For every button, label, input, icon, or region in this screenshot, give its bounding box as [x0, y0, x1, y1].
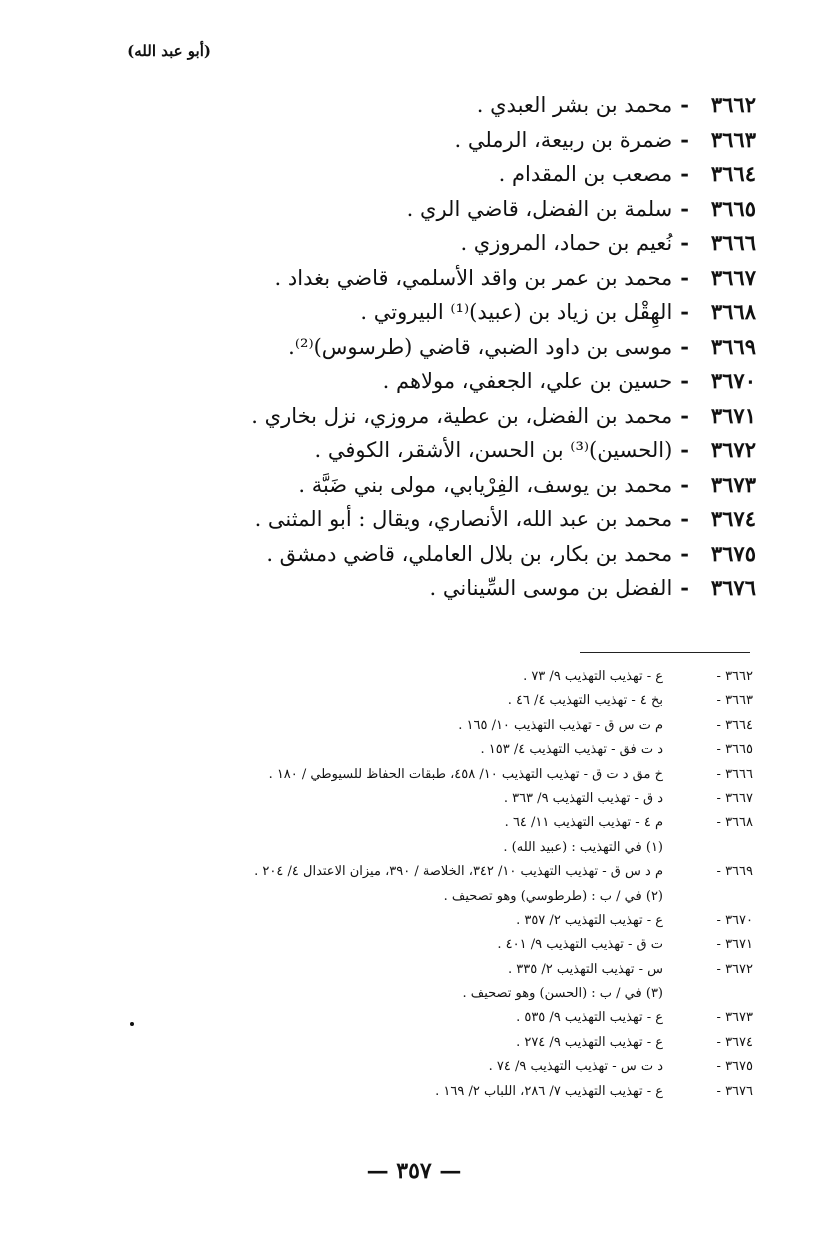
footnote-text: س - تهذيب التهذيب ٢/ ٣٣٥ .: [507, 961, 663, 977]
entry-item: [56, 571, 756, 606]
entry-list: [56, 88, 756, 606]
entry-item: [56, 88, 756, 123]
entry-dash: -: [680, 575, 689, 600]
footnote-item: [103, 763, 753, 787]
entry-dash: -: [680, 368, 689, 393]
footnote-number: ٣٦٦٢ -: [716, 669, 753, 684]
footnote-number: ٣٦٦٤ -: [716, 717, 753, 733]
entry-number: ٣٦٦٢: [710, 92, 756, 117]
footnote-text: ع - تهذيب التهذيب ٧/ ٢٨٦، اللباب ٢/ ١٦٩ .: [435, 1083, 663, 1099]
entry-item: [56, 468, 756, 503]
footnote-item: [103, 958, 753, 982]
entry-item: [56, 295, 756, 330]
entry-number: ٣٦٧٦: [710, 575, 756, 600]
entry-text: الهِقْل بن زياد بن (عبيد)⁽¹⁾ البيروتي .: [360, 300, 673, 324]
entry-text: (الحسين)⁽³⁾ بن الحسن، الأشقر، الكوفي .: [314, 438, 673, 462]
entry-text: موسى بن داود الضبي، قاضي (طرسوس)⁽²⁾.: [288, 334, 673, 359]
entry-text: نُعيم بن حماد، المروزي .: [460, 231, 673, 255]
entry-text: سلمة بن الفضل، قاضي الري .: [406, 196, 673, 221]
entry-number: ٣٦٧٤: [710, 506, 756, 531]
running-header: (أبو عبد الله): [127, 42, 211, 60]
entry-dash: -: [680, 230, 689, 255]
page-number: — ٣٥٧ —: [366, 1158, 462, 1184]
footnote-text: ع - تهذيب التهذيب ٩/ ٥٣٥ .: [516, 1010, 663, 1026]
footnote-remark: [103, 982, 753, 1006]
entry-number: ٣٦٧٣: [710, 471, 756, 497]
footnote-text: م ت س ق - تهذيب التهذيب ١٠/ ١٦٥ .: [458, 717, 663, 733]
entry-dash: -: [680, 92, 689, 117]
entry-number: ٣٦٦٦: [710, 230, 756, 255]
footnote-text: د ت فق - تهذيب التهذيب ٤/ ١٥٣ .: [480, 742, 663, 758]
footnote-number: ٣٦٦٧ -: [716, 790, 753, 806]
footnote-text: خ مق د ت ق - تهذيب التهذيب ١٠/ ٤٥٨، طبقات الحفاظ للسيوطي / ١٨٠ .: [268, 766, 663, 782]
footnote-remark: [103, 885, 753, 909]
entry-item: [56, 261, 756, 296]
footnote-separator: [580, 652, 750, 653]
footnote-remark: [103, 836, 753, 860]
footnote-item: [103, 665, 753, 689]
footnote-item: [103, 689, 753, 713]
footnote-list: [103, 665, 753, 1104]
entry-number: ٣٦٦٤: [710, 161, 756, 186]
entry-text: محمد بن بكار، بن بلال العاملي، قاضي دمشق .: [266, 541, 673, 566]
footnote-number: ٣٦٦٣ -: [716, 693, 753, 709]
footnote-text: بخ ٤ - تهذيب التهذيب ٤/ ٤٦ .: [507, 693, 663, 709]
footnote-text: (٢) في / ب : (طرطوسي) وهو تصحيف .: [443, 888, 663, 904]
entry-number: ٣٦٧٠: [710, 368, 756, 393]
entry-dash: -: [680, 333, 689, 359]
entry-dash: -: [680, 540, 689, 566]
entry-text: الفضل بن موسى السِّيناني .: [429, 576, 673, 600]
entry-dash: -: [680, 195, 689, 221]
entry-text: محمد بن عبد الله، الأنصاري، ويقال : أبو المثنى .: [254, 507, 673, 531]
footnote-text: د ق - تهذيب التهذيب ٩/ ٣٦٣ .: [503, 790, 663, 806]
footnote-number: ٣٦٧٣ -: [716, 1010, 753, 1026]
footnote-text: (٣) في / ب : (الحسن) وهو تصحيف .: [462, 986, 663, 1002]
entry-text: حسين بن علي، الجعفي، مولاهم .: [382, 369, 673, 393]
entry-dash: -: [680, 506, 689, 531]
entry-text: محمد بن عمر بن واقد الأسلمي، قاضي بغداد .: [274, 265, 673, 290]
footnote-number: ٣٦٧٦ -: [716, 1083, 753, 1099]
footnote-item: [103, 1055, 753, 1079]
footnote-item: [103, 860, 753, 884]
entry-item: [56, 433, 756, 468]
footnote-item: [103, 787, 753, 811]
entry-number: ٣٦٧٢: [710, 437, 756, 462]
entry-number: ٣٦٦٨: [710, 299, 756, 324]
footnote-item: [103, 1031, 753, 1055]
entry-item: [56, 157, 756, 192]
entry-item: [56, 330, 756, 365]
entry-number: ٣٦٦٥: [710, 195, 756, 221]
footnote-item: [103, 714, 753, 738]
footnote-item: [103, 738, 753, 762]
footnote-text: م ٤ - تهذيب التهذيب ١١/ ٦٤ .: [504, 815, 663, 831]
entry-item: [56, 123, 756, 158]
footnote-item: [103, 933, 753, 957]
footnote-text: د ت س - تهذيب التهذيب ٩/ ٧٤ .: [488, 1059, 663, 1075]
entry-item: [56, 537, 756, 572]
entry-number: ٣٦٧٥: [710, 540, 756, 566]
footnote-number: ٣٦٧٥ -: [716, 1059, 753, 1075]
entry-text: محمد بن يوسف، الفِرْيابي، مولى بني ضَبَّة .: [298, 472, 673, 497]
footnote-text: ع - تهذيب التهذيب ٢/ ٣٥٧ .: [516, 912, 663, 928]
footnote-number: ٣٦٦٥ -: [716, 742, 753, 758]
footnote-number: ٣٦٧٠ -: [716, 912, 753, 928]
entry-item: [56, 192, 756, 227]
entry-dash: -: [680, 264, 689, 290]
entry-number: ٣٦٦٧: [710, 264, 756, 290]
footnote-number: ٣٦٦٩ -: [716, 864, 753, 880]
footnote-number: ٣٦٧٢ -: [716, 961, 753, 977]
entry-dash: -: [680, 161, 689, 186]
footnote-number: ٣٦٦٨ -: [716, 815, 753, 831]
entry-item: [56, 399, 756, 434]
footnote-item: [103, 811, 753, 835]
footnote-item: [103, 1080, 753, 1104]
entry-dash: -: [680, 126, 689, 152]
footnote-text: م د س ق - تهذيب التهذيب ١٠/ ٣٤٢، الخلاصة / ٣٩٠، ميزان الاعتدال ٤/ ٢٠٤ .: [254, 864, 663, 880]
footnote-number: ٣٦٧١ -: [716, 937, 753, 953]
entry-text: محمد بن بشر العبدي .: [476, 93, 673, 117]
entry-item: [56, 502, 756, 537]
entry-dash: -: [680, 437, 689, 462]
entry-number: ٣٦٦٣: [710, 126, 756, 152]
entry-dash: -: [680, 471, 689, 497]
ink-speck: [130, 1022, 134, 1026]
entry-item: [56, 226, 756, 261]
footnote-text: (١) في التهذيب : (عبيد الله) .: [503, 839, 663, 855]
footnote-text: ع - تهذيب التهذيب ٩/ ٢٧٤ .: [516, 1034, 663, 1050]
footnote-item: [103, 909, 753, 933]
entry-dash: -: [680, 299, 689, 324]
entry-dash: -: [680, 402, 689, 428]
footnote-item: [103, 1006, 753, 1030]
footnote-number: ٣٦٧٤ -: [716, 1034, 753, 1050]
footnote-number: ٣٦٦٦ -: [716, 766, 753, 782]
entry-text: محمد بن الفضل، بن عطية، مروزي، نزل بخاري .: [251, 403, 673, 428]
footnote-text: ت ق - تهذيب التهذيب ٩/ ٤٠١ .: [497, 937, 663, 953]
entry-text: ضمرة بن ربيعة، الرملي .: [454, 127, 673, 152]
entry-number: ٣٦٦٩: [710, 333, 756, 359]
entry-text: مصعب بن المقدام .: [498, 162, 673, 186]
entry-number: ٣٦٧١: [710, 402, 756, 428]
footnote-text: ع - تهذيب التهذيب ٩/ ٧٣ .: [523, 669, 663, 684]
entry-item: [56, 364, 756, 399]
